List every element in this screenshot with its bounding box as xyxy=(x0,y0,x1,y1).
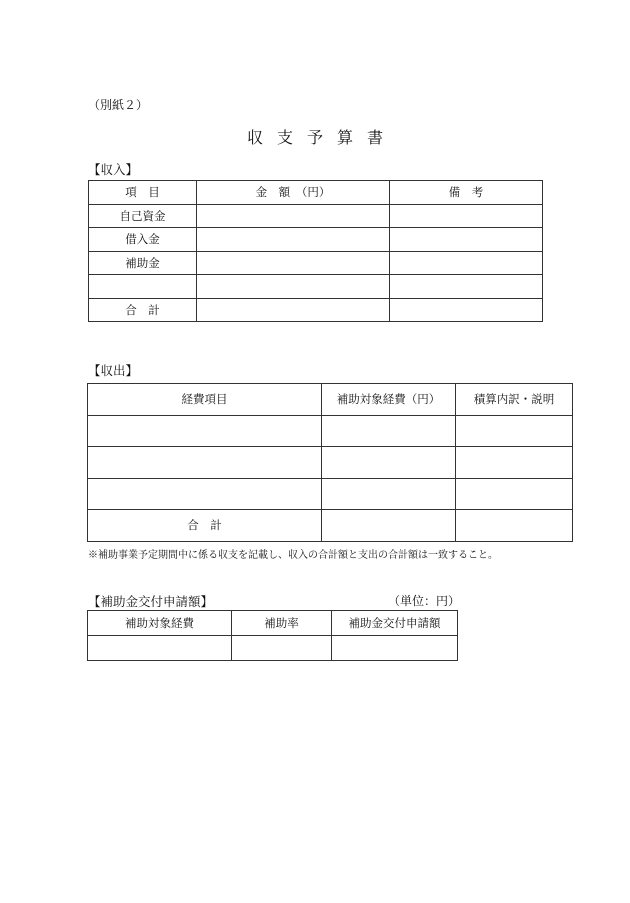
income-header-item: 項 目 xyxy=(89,181,197,205)
income-header-amount: 金 額 （円） xyxy=(197,181,390,205)
income-total-row xyxy=(89,298,543,322)
grant-heading: 【補助金交付申請額】 xyxy=(88,594,214,609)
table-row xyxy=(88,447,573,479)
expense-header-row xyxy=(88,384,573,416)
expense-header-item: 経費項目 xyxy=(88,384,322,416)
expense-header-detail: 積算内訳・説明 xyxy=(456,384,573,416)
table-row xyxy=(89,251,543,275)
grant-header-rate: 補助率 xyxy=(232,611,332,636)
income-remarks-cell[interactable] xyxy=(390,228,543,252)
expense-item-cell[interactable] xyxy=(88,478,322,510)
expense-header-amount: 補助対象経費（円） xyxy=(322,384,456,416)
income-item-cell: 借入金 xyxy=(89,228,197,252)
expense-heading: 【収出】 xyxy=(88,363,139,378)
grant-table xyxy=(87,610,458,661)
income-amount-cell[interactable] xyxy=(197,251,390,275)
expense-total-label: 合 計 xyxy=(88,510,322,542)
expense-table xyxy=(87,383,573,542)
income-table xyxy=(88,180,543,322)
table-row xyxy=(89,275,543,299)
grant-rate-cell[interactable] xyxy=(232,636,332,661)
income-total-label: 合 計 xyxy=(89,298,197,322)
income-amount-cell[interactable] xyxy=(197,275,390,299)
income-remarks-cell[interactable] xyxy=(390,251,543,275)
expense-item-cell[interactable] xyxy=(88,415,322,447)
income-amount-cell[interactable] xyxy=(197,204,390,228)
income-remarks-cell[interactable] xyxy=(390,275,543,299)
income-total-remarks[interactable] xyxy=(390,298,543,322)
unit-label: （単位：円） xyxy=(388,594,461,608)
document-title: 収支予算書 xyxy=(246,128,397,147)
expense-amount-cell[interactable] xyxy=(322,478,456,510)
table-row xyxy=(88,415,573,447)
expense-item-cell[interactable] xyxy=(88,447,322,479)
grant-header-requested-amount: 補助金交付申請額 xyxy=(332,611,458,636)
grant-requested-amount-cell[interactable] xyxy=(332,636,458,661)
expense-detail-cell[interactable] xyxy=(456,447,573,479)
income-header-row xyxy=(89,181,543,205)
income-remarks-cell[interactable] xyxy=(390,204,543,228)
expense-total-row xyxy=(88,510,573,542)
income-item-cell[interactable] xyxy=(89,275,197,299)
income-amount-cell[interactable] xyxy=(197,228,390,252)
grant-eligible-cost-cell[interactable] xyxy=(88,636,232,661)
expense-detail-cell[interactable] xyxy=(456,478,573,510)
grant-header-row xyxy=(88,611,458,636)
expense-total-detail[interactable] xyxy=(456,510,573,542)
table-row xyxy=(89,228,543,252)
expense-amount-cell[interactable] xyxy=(322,415,456,447)
attachment-label: （別紙２） xyxy=(88,98,149,112)
table-row xyxy=(88,636,458,661)
expense-note: ※補助事業予定期間中に係る収支を記載し、収入の合計額と支出の合計額は一致すること。 xyxy=(88,550,498,561)
table-row xyxy=(88,478,573,510)
income-total-amount[interactable] xyxy=(197,298,390,322)
expense-amount-cell[interactable] xyxy=(322,447,456,479)
table-row xyxy=(89,204,543,228)
income-header-remarks: 備 考 xyxy=(390,181,543,205)
income-heading: 【収入】 xyxy=(88,162,139,177)
income-item-cell: 自己資金 xyxy=(89,204,197,228)
grant-header-eligible-cost: 補助対象経費 xyxy=(88,611,232,636)
income-item-cell: 補助金 xyxy=(89,251,197,275)
expense-detail-cell[interactable] xyxy=(456,415,573,447)
expense-total-amount[interactable] xyxy=(322,510,456,542)
